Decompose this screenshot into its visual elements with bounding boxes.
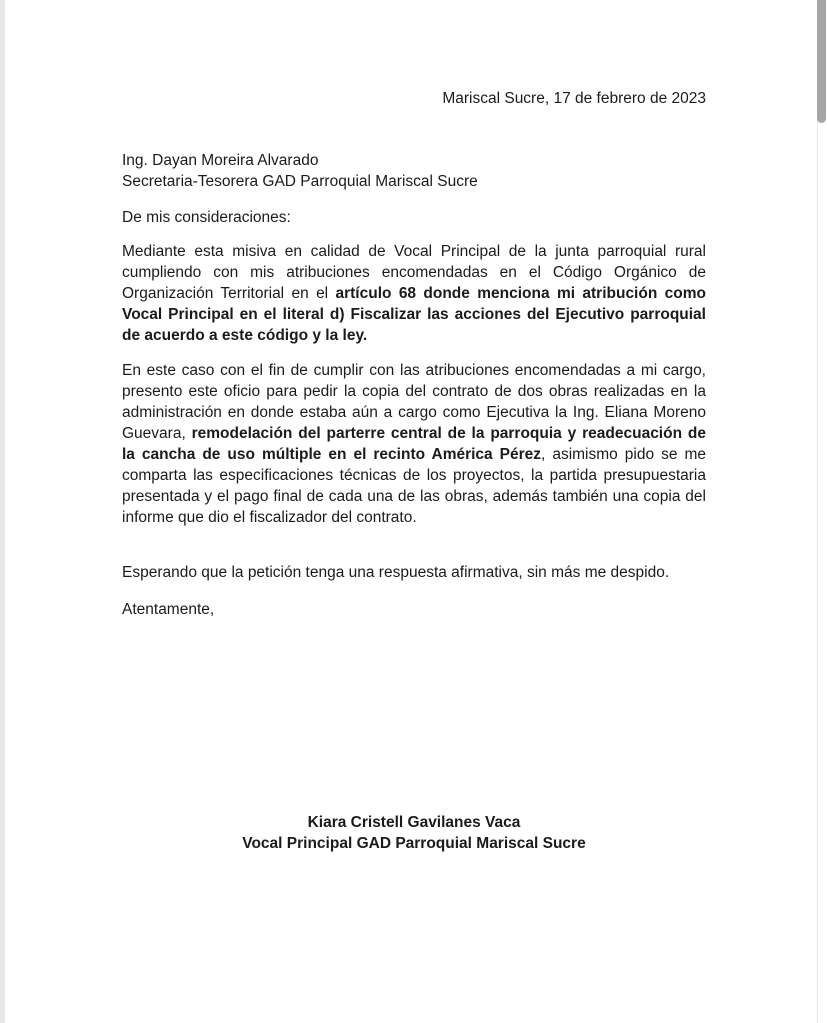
body-paragraph-2: En este caso con el fin de cumplir con las atribuciones encomendadas a mi cargo, presento este oficio para pedir la copia del contrato de dos obras realizadas en la administración en donde estaba aún a cargo como Ejecutiva la Ing. Eliana Moreno Guevara, remodelación del parterre central de la parroquia y readecuación de la cancha de uso múltiple en el recinto América Pérez, asimismo pido se me comparta las especificaciones técnicas de los proyectos, la partida presupuestaria presentada y el pago final de cada una de las obras, además también una copia del informe que dio el fiscalizador del contrato. xyxy=(122,362,706,526)
signature-title: Vocal Principal GAD Parroquial Mariscal Sucre xyxy=(242,834,586,852)
vertical-scrollbar[interactable] xyxy=(817,0,827,1023)
farewell-line: Atentamente, xyxy=(122,600,215,618)
recipient-title: Secretaria-Tesorera GAD Parroquial Mariscal Sucre xyxy=(122,173,478,190)
signature-block xyxy=(122,812,706,854)
page-left-edge xyxy=(0,0,5,1023)
recipient-name: Ing. Dayan Moreira Alvarado xyxy=(122,152,319,169)
document-page xyxy=(122,88,706,854)
body-paragraph-1: Mediante esta misiva en calidad de Vocal Principal de la junta parroquial rural cumpliendo con mis atribuciones encomendadas en el Código Orgánico de Organización Territorial en el artículo 68 donde menciona mi atribución como Vocal Principal en el literal d) Fiscalizar las acciones del Ejecutivo parroquial de acuerdo a este código y la ley. xyxy=(122,243,706,344)
signature-name: Kiara Cristell Gavilanes Vaca xyxy=(307,813,521,831)
closing-line: Esperando que la petición tenga una respuesta afirmativa, sin más me despido. xyxy=(122,564,670,581)
recipient-block xyxy=(122,150,706,192)
scrollbar-thumb[interactable] xyxy=(817,0,826,123)
salutation: De mis consideraciones: xyxy=(122,209,291,226)
date-line: Mariscal Sucre, 17 de febrero de 2023 xyxy=(442,90,706,107)
